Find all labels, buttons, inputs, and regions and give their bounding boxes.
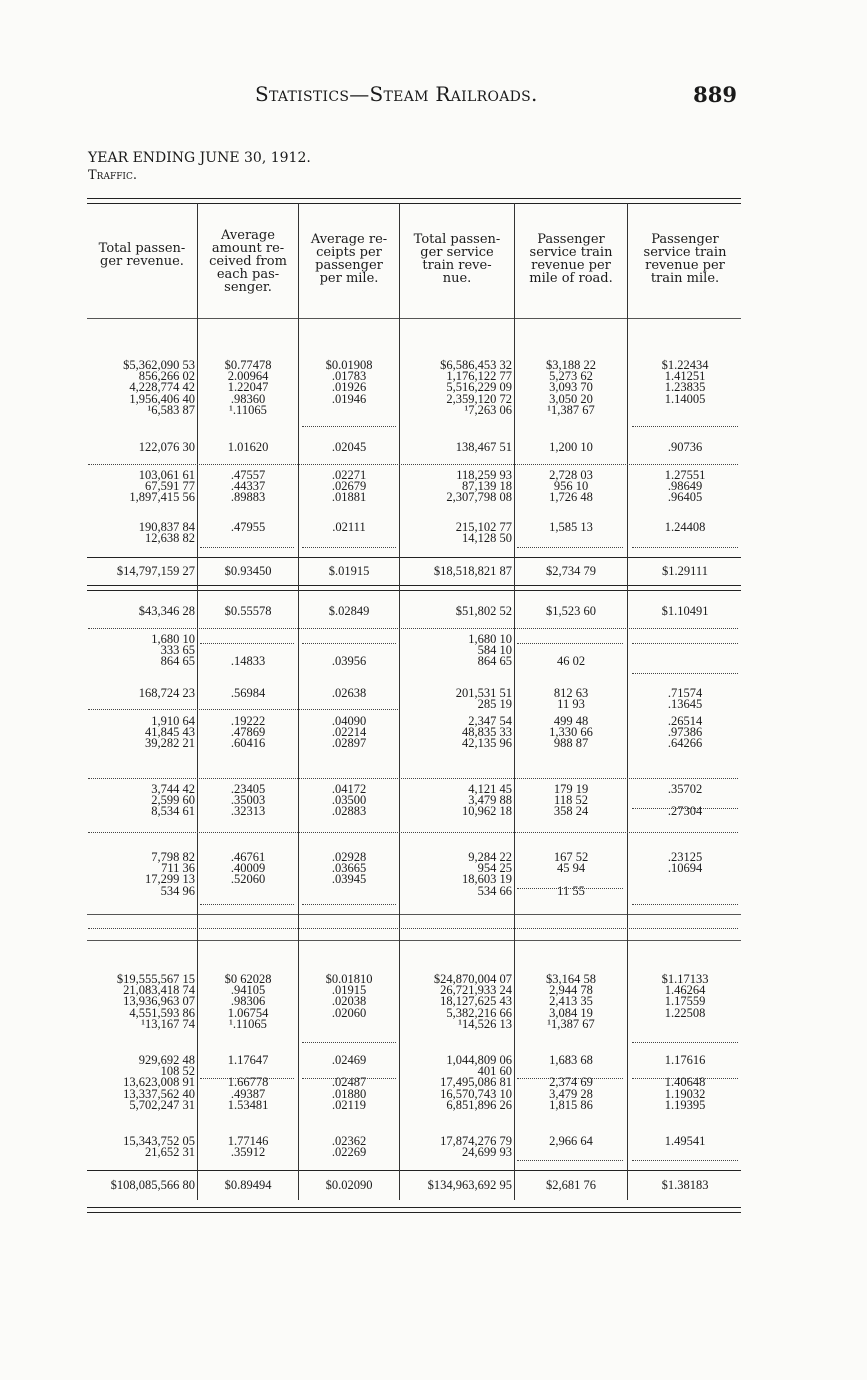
table-cell: $0.55578 <box>224 604 272 618</box>
table-cell: 118,259 93 87,139 18 2,307,798 08 <box>446 468 512 505</box>
dotted-leader <box>632 673 738 674</box>
dotted-leader <box>88 832 738 833</box>
bottom-rule <box>87 1207 741 1208</box>
dotted-leader <box>632 1078 738 1079</box>
table-cell: 1,910 64 41,845 43 39,282 21 <box>145 714 195 751</box>
dotted-leader <box>302 643 396 644</box>
subtotal-cell: $.01915 <box>328 564 370 578</box>
table-cell: $1.10491 <box>661 604 709 618</box>
table-cell: 1,044,809 06 401 60 17,495,086 81 16,570,743 10 6,851,896 26 <box>440 1053 512 1112</box>
grand-total-cell: $1.38183 <box>661 1178 709 1192</box>
table-cell: .47557 .44337 .89883 <box>230 468 266 505</box>
page-number: 889 <box>693 82 737 107</box>
table-cell: .02271 .02679 .01881 <box>331 468 367 505</box>
table-cell: 122,076 30 <box>138 440 195 454</box>
table-cell: 2,728 03 956 10 1,726 48 <box>549 468 593 505</box>
table-cell: .02045 <box>331 440 367 454</box>
table-cell: $24,870,004 07 26,721,933 24 18,127,625 43 5,382,216 66 ¹14,526 13 <box>433 972 512 1031</box>
table-cell: $.02849 <box>328 604 370 618</box>
table-cell: 929,692 48 108 52 13,623,008 91 13,337,562 40 5,702,247 31 <box>123 1053 195 1112</box>
table-cell: 1.27551 .98649 .96405 <box>664 468 706 505</box>
column-rule-2 <box>298 203 299 1200</box>
table-cell: 812 63 11 93 <box>553 686 589 712</box>
dotted-leader <box>632 547 738 548</box>
table-cell: 179 19 118 52 358 24 <box>553 782 589 819</box>
table-cell: 1.17647 1.66778 .49387 1.53481 <box>227 1053 269 1112</box>
table-cell: .71574 .13645 <box>667 686 703 712</box>
grand-total-cell: $2,681 76 <box>546 1178 596 1192</box>
dotted-leader <box>632 904 738 905</box>
table-cell: 46 02 <box>556 654 586 669</box>
header-revenue-per-train-mile: Passenger service train revenue per train mile. <box>643 232 727 286</box>
table-cell: .23405 .35003 .32313 <box>230 782 266 819</box>
subtotal-cell: $2,734 79 <box>546 564 596 578</box>
dotted-leader <box>302 904 396 905</box>
dotted-leader <box>517 1160 623 1161</box>
table-cell: $3,164 58 2,944 78 2,413 35 3,084 19 ¹1,387 67 <box>546 972 596 1031</box>
table-cell: 1,200 10 <box>549 440 593 454</box>
header-total-train-revenue: Total passen- ger service train reve- nue. <box>413 232 501 286</box>
table-cell: .02928 .03665 .03945 <box>331 850 367 887</box>
table-cell: 215,102 77 14,128 50 <box>455 520 512 546</box>
table-cell: 499 48 1,330 66 988 87 <box>549 714 593 751</box>
table-cell: .26514 .97386 .64266 <box>667 714 703 751</box>
dotted-leader <box>302 426 396 427</box>
table-cell: $43,346 28 <box>138 604 195 618</box>
column-rule-3 <box>399 203 400 1200</box>
table-cell: 1.77146 .35912 <box>227 1134 269 1160</box>
subtotal-cell: $0.93450 <box>224 564 272 578</box>
dotted-leader <box>632 1042 738 1043</box>
table-cell: $1.17133 1.46264 1.17559 1.22508 <box>661 972 709 1020</box>
table-cell: .19222 .47869 .60416 <box>230 714 266 751</box>
table-cell: $19,555,567 15 21,083,418 74 13,936,963 07 4,551,593 86 ¹13,167 74 <box>116 972 195 1031</box>
dotted-leader <box>88 464 738 465</box>
top-rule-2 <box>87 203 741 204</box>
dotted-leader <box>200 1078 294 1079</box>
dotted-leader <box>632 643 738 644</box>
dotted-leader <box>517 547 623 548</box>
top-rule <box>87 198 741 199</box>
dotted-leader <box>200 904 294 905</box>
subtotal-rule-bottom-2 <box>87 590 741 591</box>
table-cell: 138,467 51 <box>455 440 512 454</box>
table-cell: $0.01810 .01915 .02038 .02060 <box>325 972 373 1020</box>
table-cell: .14833 <box>230 654 266 669</box>
column-rule-5 <box>627 203 628 1200</box>
section-subtitle: Traffic. <box>88 168 138 183</box>
table-cell: $0.01908 .01783 .01926 .01946 <box>325 358 373 406</box>
table-cell: 15,343,752 05 21,652 31 <box>123 1134 195 1160</box>
table-cell: 2,966 64 <box>549 1134 593 1148</box>
table-cell: 2,347 54 48,835 33 42,135 96 <box>462 714 512 751</box>
dotted-leader <box>302 1078 396 1079</box>
table-cell: .04090 .02214 .02897 <box>331 714 367 751</box>
dotted-leader <box>632 1160 738 1161</box>
table-cell: 7,798 82 711 36 17,299 13 534 96 <box>145 850 195 898</box>
table-cell: $1.22434 1.41251 1.23835 1.14005 <box>661 358 709 406</box>
subtotal-rule-bottom <box>87 585 741 586</box>
table-cell: $0.77478 2.00964 1.22047 .98360 ¹.11065 <box>224 358 272 417</box>
header-rule <box>87 318 741 319</box>
table-cell: 1.01620 <box>227 440 269 454</box>
table-cell: .02111 <box>332 520 366 534</box>
table-cell <box>630 634 740 656</box>
table-cell: 1,683 68 2,374 69 3,479 28 1,815 86 <box>549 1053 593 1112</box>
table-cell: .90736 <box>667 440 703 454</box>
header-revenue-per-mile-of-road: Passenger service train revenue per mile of road. <box>529 232 613 286</box>
mid-rule-2 <box>87 940 741 941</box>
total-rule-top <box>87 1170 741 1171</box>
page-title: Statistics—Steam Railroads. <box>255 82 538 106</box>
table-cell: .56984 <box>230 686 266 700</box>
table-cell: 167 52 45 94 11 55 <box>553 850 589 898</box>
table-cell: .02469 .02487 .01880 .02119 <box>331 1053 367 1112</box>
dotted-leader <box>302 1042 396 1043</box>
column-rule-1 <box>197 203 198 1200</box>
table-cell: .35702 .27304 <box>667 782 703 819</box>
subtotal-rule-top <box>87 557 741 558</box>
dotted-leader <box>632 426 738 427</box>
dotted-leader <box>88 928 738 929</box>
dotted-leader <box>302 547 396 548</box>
year-heading: YEAR ENDING JUNE 30, 1912. <box>88 150 311 166</box>
table-cell: 1,680 10 584 10 864 65 <box>468 632 512 669</box>
table-cell: .23125 .10694 <box>667 850 703 876</box>
header-average-per-mile: Average re- ceipts per passenger per mile. <box>310 232 388 286</box>
dotted-leader <box>517 1078 623 1079</box>
mid-rule <box>87 914 741 915</box>
table-cell: 9,284 22 954 25 18,603 19 534 66 <box>462 850 512 898</box>
subtotal-cell: $14,797,159 27 <box>116 564 195 578</box>
dotted-leader <box>517 643 623 644</box>
header-total-passenger-revenue: Total passen- ger revenue. <box>98 241 186 269</box>
table-cell: $6,586,453 32 1,176,122 77 5,516,229 09 2,359,120 72 ¹7,263 06 <box>440 358 512 417</box>
dotted-leader <box>200 547 294 548</box>
table-cell: .04172 .03500 .02883 <box>331 782 367 819</box>
table-cell: 201,531 51 285 19 <box>455 686 512 712</box>
table-cell: .03956 <box>331 654 367 669</box>
table-cell: 190,837 84 12,638 82 <box>138 520 195 546</box>
table-cell: 168,724 23 <box>138 686 195 700</box>
table-cell: $51,802 52 <box>455 604 512 618</box>
table-cell: $0 62028 .94105 .98306 1.06754 ¹.11065 <box>224 972 272 1031</box>
table-cell: .02638 <box>331 686 367 700</box>
dotted-leader <box>88 778 738 779</box>
table-cell: 103,061 61 67,591 77 1,897,415 56 <box>129 468 195 505</box>
table-cell: .46761 .40009 .52060 <box>230 850 266 887</box>
table-cell: .02362 .02269 <box>331 1134 367 1160</box>
dotted-leader <box>88 628 738 629</box>
table-cell: 1.24408 <box>664 520 706 534</box>
subtotal-cell: $18,518,821 87 <box>433 564 512 578</box>
bottom-rule-2 <box>87 1212 741 1213</box>
table-cell: 1,680 10 333 65 864 65 <box>151 632 195 669</box>
table-cell: 3,744 42 2,599 60 8,534 61 <box>151 782 195 819</box>
table-cell: $3,188 22 5,273 62 3,093 70 3,050 20 ¹1,387 67 <box>546 358 596 417</box>
table-cell: $5,362,090 53 856,266 02 4,228,774 42 1,956,406 40 ¹6,583 87 <box>123 358 195 417</box>
table-cell: 1.49541 <box>664 1134 706 1148</box>
subtotal-cell: $1.29111 <box>662 564 708 578</box>
grand-total-cell: $108,085,566 80 <box>110 1178 195 1192</box>
table-cell: 1,585 13 <box>549 520 593 534</box>
dotted-leader <box>200 643 294 644</box>
dotted-leader <box>517 888 623 889</box>
table-cell: 17,874,276 79 24,699 93 <box>440 1134 512 1160</box>
dotted-leader <box>632 808 738 809</box>
table-cell: $1,523 60 <box>546 604 596 618</box>
table-cell: .47955 <box>230 520 266 534</box>
table-cell: 4,121 45 3,479 88 10,962 18 <box>462 782 512 819</box>
grand-total-cell: $0.02090 <box>325 1178 373 1192</box>
grand-total-cell: $0.89494 <box>224 1178 272 1192</box>
header-average-per-passenger: Average amount re- ceived from each pas- senger. <box>209 228 287 295</box>
grand-total-cell: $134,963,692 95 <box>427 1178 512 1192</box>
column-rule-4 <box>514 203 515 1200</box>
dotted-leader <box>88 709 398 710</box>
table-cell: 1.17616 1.40648 1.19032 1.19395 <box>664 1053 706 1112</box>
